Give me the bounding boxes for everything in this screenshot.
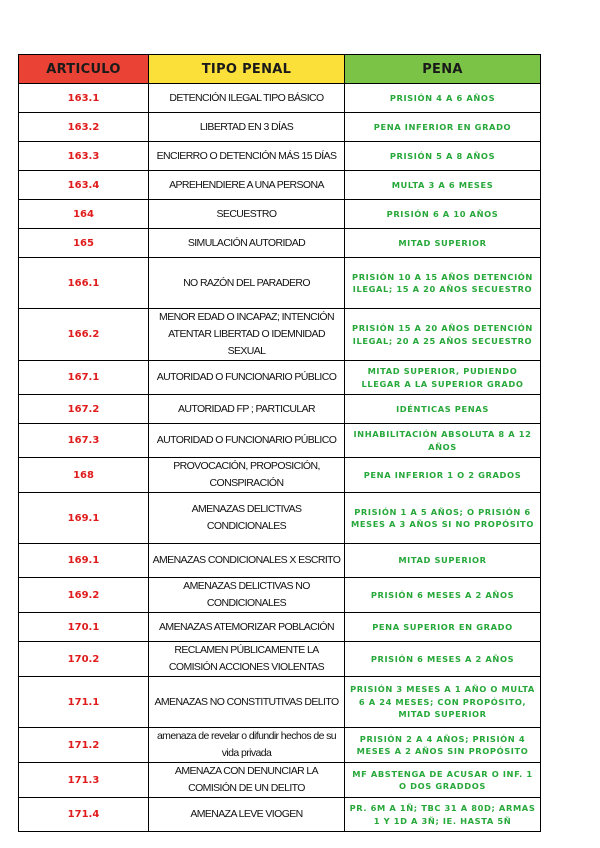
tipo-cell: SIMULACIÓN AUTORIDAD — [149, 229, 345, 258]
articulo-cell: 171.3 — [19, 763, 149, 798]
pena-cell: MITAD SUPERIOR, PUDIENDO LLEGAR A LA SUPERIOR GRADO — [345, 361, 541, 395]
pena-cell: PENA SUPERIOR EN GRADO — [345, 613, 541, 642]
articulo-cell: 169.1 — [19, 493, 149, 544]
table-row — [19, 613, 541, 642]
articulo-cell: 166.1 — [19, 258, 149, 309]
tipo-cell: SECUESTRO — [149, 200, 345, 229]
table-row — [19, 578, 541, 613]
table-row — [19, 677, 541, 728]
pena-cell: PRISIÓN 6 MESES A 2 AÑOS — [345, 642, 541, 677]
table-row — [19, 728, 541, 763]
tipo-cell: PROVOCACIÓN, PROPOSICIÓN, CONSPIRACIÓN — [149, 458, 345, 493]
pena-cell: MULTA 3 A 6 MESES — [345, 171, 541, 200]
header-pena: PENA — [345, 55, 541, 84]
tipo-cell: AUTORIDAD O FUNCIONARIO PÚBLICO — [149, 424, 345, 458]
articulo-cell: 167.2 — [19, 395, 149, 424]
pena-cell: IDÉNTICAS PENAS — [345, 395, 541, 424]
header-articulo: ARTICULO — [19, 55, 149, 84]
articulo-cell: 171.2 — [19, 728, 149, 763]
table-row — [19, 229, 541, 258]
tipo-cell: AMENAZAS DELICTIVAS CONDICIONALES — [149, 493, 345, 544]
table-row — [19, 458, 541, 493]
articulo-cell: 166.2 — [19, 309, 149, 361]
tipo-cell: amenaza de revelar o difundir hechos de su vida privada — [149, 728, 345, 763]
table-row — [19, 309, 541, 361]
tipo-cell: AMENAZAS NO CONSTITUTIVAS DELITO — [149, 677, 345, 728]
pena-cell: PRISIÓN 1 A 5 AÑOS; O PRISIÓN 6 MESES A 3 AÑOS SI NO PROPÓSITO — [345, 493, 541, 544]
articulo-cell: 164 — [19, 200, 149, 229]
tipo-cell: DETENCIÓN ILEGAL TIPO BÁSICO — [149, 84, 345, 113]
tipo-cell: AMENAZA CON DENUNCIAR LA COMISIÓN DE UN DELITO — [149, 763, 345, 798]
table-row — [19, 113, 541, 142]
tipo-cell: RECLAMEN PÚBLICAMENTE LA COMISIÓN ACCIONES VIOLENTAS — [149, 642, 345, 677]
spreadsheet — [18, 54, 540, 832]
table-row — [19, 200, 541, 229]
pena-cell: PRISIÓN 6 A 10 AÑOS — [345, 200, 541, 229]
tipo-cell: AMENAZAS DELICTIVAS NO CONDICIONALES — [149, 578, 345, 613]
tipo-cell: LIBERTAD EN 3 DÍAS — [149, 113, 345, 142]
table-row — [19, 493, 541, 544]
articulo-cell: 171.1 — [19, 677, 149, 728]
pena-cell: MITAD SUPERIOR — [345, 229, 541, 258]
articulo-cell: 168 — [19, 458, 149, 493]
tipo-cell: APREHENDIERE A UNA PERSONA — [149, 171, 345, 200]
pena-cell: INHABILITACIÓN ABSOLUTA 8 A 12 AÑOS — [345, 424, 541, 458]
articulo-cell: 163.1 — [19, 84, 149, 113]
articulo-cell: 169.1 — [19, 544, 149, 578]
table-row — [19, 544, 541, 578]
tipo-cell: NO RAZÓN DEL PARADERO — [149, 258, 345, 309]
table-row — [19, 361, 541, 395]
articulo-cell: 170.2 — [19, 642, 149, 677]
pena-cell: PRISIÓN 5 A 8 AÑOS — [345, 142, 541, 171]
header-row — [19, 55, 541, 84]
articulo-cell: 171.4 — [19, 798, 149, 832]
pena-cell: PRISIÓN 4 A 6 AÑOS — [345, 84, 541, 113]
pena-cell: MITAD SUPERIOR — [345, 544, 541, 578]
tipo-cell: AMENAZAS ATEMORIZAR POBLACIÓN — [149, 613, 345, 642]
pena-cell: PENA INFERIOR EN GRADO — [345, 113, 541, 142]
articulo-cell: 169.2 — [19, 578, 149, 613]
table-row — [19, 258, 541, 309]
articulo-cell: 167.1 — [19, 361, 149, 395]
pena-cell: PRISIÓN 3 MESES A 1 AÑO O MULTA 6 A 24 MESES; CON PROPÓSITO, MITAD SUPERIOR — [345, 677, 541, 728]
table-row — [19, 84, 541, 113]
articulo-cell: 167.3 — [19, 424, 149, 458]
articulo-cell: 163.3 — [19, 142, 149, 171]
table-row — [19, 142, 541, 171]
header-tipo-penal: TIPO PENAL — [149, 55, 345, 84]
pena-cell: PRISIÓN 6 MESES A 2 AÑOS — [345, 578, 541, 613]
pena-cell: PRISIÓN 2 A 4 AÑOS; PRISIÓN 4 MESES A 2 AÑOS SIN PROPÓSITO — [345, 728, 541, 763]
pena-cell: PRISIÓN 10 A 15 AÑOS DETENCIÓN ILEGAL; 15 A 20 AÑOS SECUESTRO — [345, 258, 541, 309]
tipo-cell: AMENAZAS CONDICIONALES X ESCRITO — [149, 544, 345, 578]
tipo-cell: AMENAZA LEVE VIOGEN — [149, 798, 345, 832]
table-row — [19, 798, 541, 832]
tipo-cell: AUTORIDAD O FUNCIONARIO PÚBLICO — [149, 361, 345, 395]
pena-cell: PRISIÓN 15 A 20 AÑOS DETENCIÓN ILEGAL; 20 A 25 AÑOS SECUESTRO — [345, 309, 541, 361]
table-row — [19, 171, 541, 200]
table-row — [19, 424, 541, 458]
pena-cell: MF ABSTENGA DE ACUSAR O INF. 1 O DOS GRADDOS — [345, 763, 541, 798]
penal-table — [18, 54, 541, 832]
articulo-cell: 165 — [19, 229, 149, 258]
articulo-cell: 170.1 — [19, 613, 149, 642]
tipo-cell: AUTORIDAD FP ; PARTICULAR — [149, 395, 345, 424]
articulo-cell: 163.2 — [19, 113, 149, 142]
table-row — [19, 395, 541, 424]
table-row — [19, 642, 541, 677]
tipo-cell: ENCIERRO O DETENCIÓN MÁS 15 DÍAS — [149, 142, 345, 171]
pena-cell: PENA INFERIOR 1 O 2 GRADOS — [345, 458, 541, 493]
pena-cell: PR. 6M A 1Ñ; TBC 31 A 80D; ARMAS 1 Y 1D A 3Ñ; IE. HASTA 5Ñ — [345, 798, 541, 832]
articulo-cell: 163.4 — [19, 171, 149, 200]
tipo-cell: MENOR EDAD O INCAPAZ; INTENCIÓN ATENTAR LIBERTAD O IDEMNIDAD SEXUAL — [149, 309, 345, 361]
table-row — [19, 763, 541, 798]
